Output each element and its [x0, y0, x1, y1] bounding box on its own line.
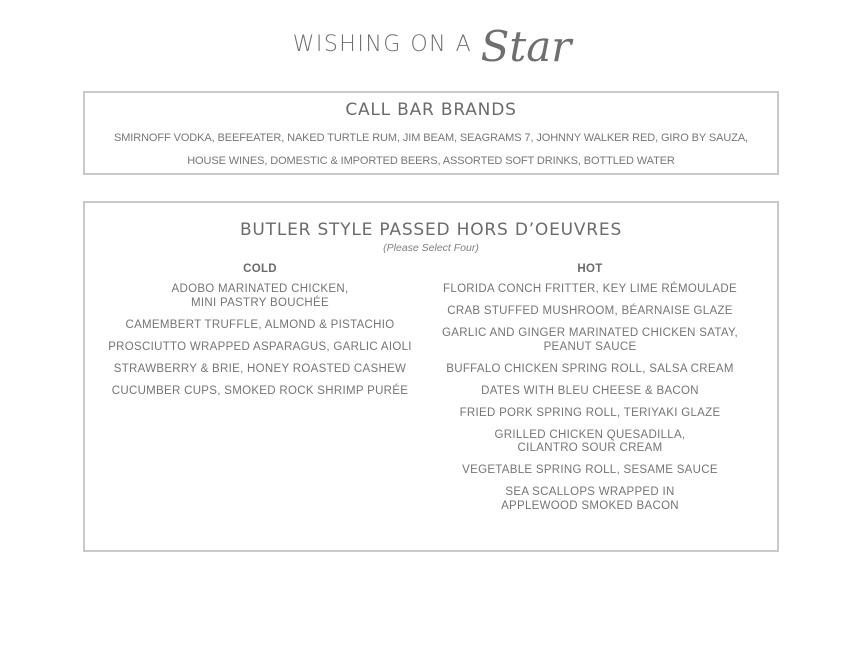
call-bar-brands [85, 127, 777, 173]
hors-doeuvres-title: BUTLER STYLE PASSED HORS D’OEUVRES [239, 220, 623, 240]
hot-heading: HOT [577, 263, 603, 275]
menu-item: SEA SCALLOPS WRAPPED IN APPLEWOOD SMOKED BACON [501, 486, 679, 512]
menu-item: GRILLED CHICKEN QUESADILLA, CILANTRO SOUR CREAM [494, 428, 686, 454]
menu-item: FLORIDA CONCH FRITTER, KEY LIME RÉMOULADE [443, 283, 737, 295]
brands-line-1: SMIRNOFF VODKA, BEEFEATER, NAKED TURTLE RUM, JIM BEAM, SEAGRAMS 7, JOHNNY WALKER RED, GIRO BY SAUZA, [113, 132, 749, 144]
menu-item: ADOBO MARINATED CHICKEN, MINI PASTRY BOUCHÉE [171, 283, 349, 309]
hot-column [433, 263, 747, 522]
cold-heading: COLD [243, 263, 277, 275]
menu-item: BUFFALO CHICKEN SPRING ROLL, SALSA CREAM [446, 362, 734, 375]
menu-item: CUCUMBER CUPS, SMOKED ROCK SHRIMP PURÉE [111, 384, 409, 397]
menu-item: CRAB STUFFED MUSHROOM, BÉARNAISE GLAZE [447, 305, 733, 317]
brands-line-2: HOUSE WINES, DOMESTIC & IMPORTED BEERS, ASSORTED SOFT DRINKS, BOTTLED WATER [187, 155, 675, 167]
title-lead: WISHING ON A [292, 32, 473, 57]
title-script: Star [480, 22, 572, 71]
menu-item: FRIED PORK SPRING ROLL, TERIYAKI GLAZE [459, 406, 721, 419]
call-bar-title: CALL BAR BRANDS [345, 100, 517, 120]
menu-item: DATES WITH BLEU CHEESE & BACON [481, 384, 699, 397]
menu-item: CAMEMBERT TRUFFLE, ALMOND & PISTACHIO [125, 318, 395, 331]
menu-item: PROSCIUTTO WRAPPED ASPARAGUS, GARLIC AIOLI [108, 340, 412, 353]
hors-doeuvres-section [83, 201, 779, 552]
menu-item: GARLIC AND GINGER MARINATED CHICKEN SATAY, PEANUT SAUCE [442, 327, 738, 353]
call-bar-section [83, 91, 779, 175]
page-title [0, 22, 864, 82]
menu-item: STRAWBERRY & BRIE, HONEY ROASTED CASHEW [113, 362, 407, 375]
menu-item: VEGETABLE SPRING ROLL, SESAME SAUCE [462, 464, 718, 476]
cold-column [103, 263, 417, 407]
selection-note: (Please Select Four) [383, 242, 479, 254]
